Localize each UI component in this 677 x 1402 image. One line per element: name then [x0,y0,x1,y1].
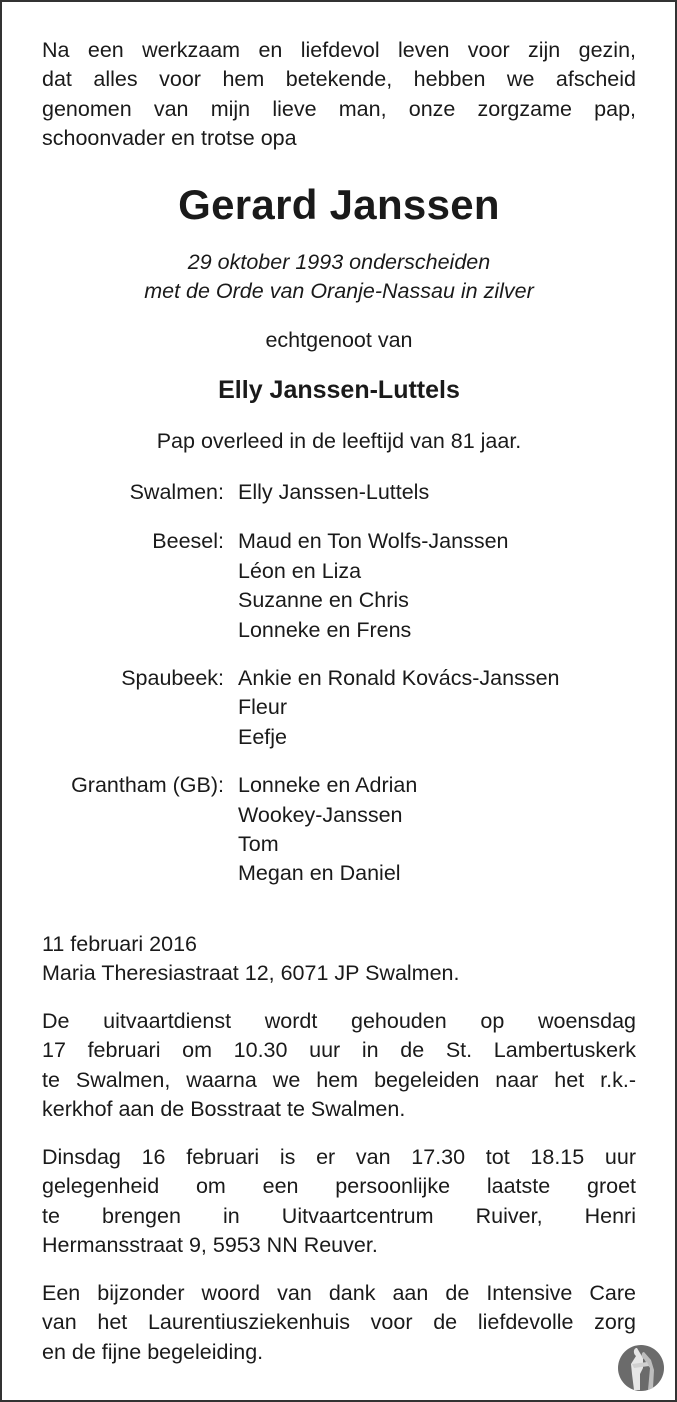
text-line: Dinsdag 16 februari is er van 17.30 tot 18.15 uur [42,1145,636,1169]
text-line: Een bijzonder woord van dank aan de Intensive Care [42,1281,636,1305]
embrace-logo-icon [617,1344,665,1392]
family-name: Lonneke en Frens [238,617,412,642]
family-name: Ankie en Ronald Kovács-Janssen [238,666,560,691]
family-group [42,664,636,752]
family-name: Elly Janssen-Luttels [238,480,430,504]
family-group [42,527,636,645]
text-line: dat alles voor hem betekende, hebben we afscheid [42,67,636,92]
place-label: Spaubeek: [121,666,224,691]
place-label: Grantham (GB): [71,773,224,798]
date: 11 februari 2016 [42,932,197,956]
text-line: te brengen in Uitvaartcentrum Ruiver, Henri [42,1203,636,1228]
family-name: Tom [238,832,279,857]
family-name: Suzanne en Chris [238,588,409,613]
family-name: Megan en Daniel [238,861,401,886]
family-name: Léon en Liza [238,558,362,583]
text-line: Hermansstraat 9, 5953 NN Reuver. [42,1233,378,1258]
family-list [42,478,636,889]
family-name: Fleur [238,695,287,720]
text-line: 29 oktober 1993 onderscheiden [187,250,491,274]
text-line: 17 februari om 10.30 uur in de St. Lambertuskerk [42,1038,636,1063]
place-label: Swalmen: [129,480,224,504]
deceased-name: Gerard Janssen [178,181,500,228]
text-line: kerkhof aan de Bosstraat te Swalmen. [42,1097,406,1122]
text-line: en de fijne begeleiding. [42,1339,264,1364]
family-name: Eefje [238,724,288,749]
text-line: te Swalmen, waarna we hem begeleiden naar het r.k.- [42,1067,636,1092]
family-group [42,478,636,507]
text-line: De uitvaartdienst wordt gehouden op woensdag [42,1009,636,1033]
family-name: Maud en Ton Wolfs-Janssen [238,529,509,554]
family-group [42,771,636,889]
intro-paragraph [42,36,636,154]
text-line: van het Laurentiusziekenhuis voor de liefdevolle zorg [42,1310,636,1335]
address: Maria Theresiastraat 12, 6071 JP Swalmen. [42,961,460,986]
visit-paragraph [42,1143,636,1261]
spouse-intro: echtgenoot van [265,328,413,352]
spouse-name: Elly Janssen-Luttels [218,376,460,404]
funeral-paragraph [42,1007,636,1125]
family-name: Wookey-Janssen [238,802,403,827]
text-line: gelegenheid om een persoonlijke laatste groet [42,1174,636,1199]
text-line: genomen van mijn lieve man, onze zorgzame pap, [42,96,636,121]
honor-text [42,248,636,307]
text-line: schoonvader en trotse opa [42,126,297,151]
place-label: Beesel: [152,529,224,554]
text-line: met de Orde van Oranje-Nassau in zilver [144,279,534,304]
text-line: Na een werkzaam en liefdevol leven voor zijn gezin, [42,38,636,62]
thanks-paragraph [42,1279,636,1367]
date-address [42,930,636,989]
age-line: Pap overleed in de leeftijd van 81 jaar. [156,429,522,453]
family-name: Lonneke en Adrian [238,773,418,798]
